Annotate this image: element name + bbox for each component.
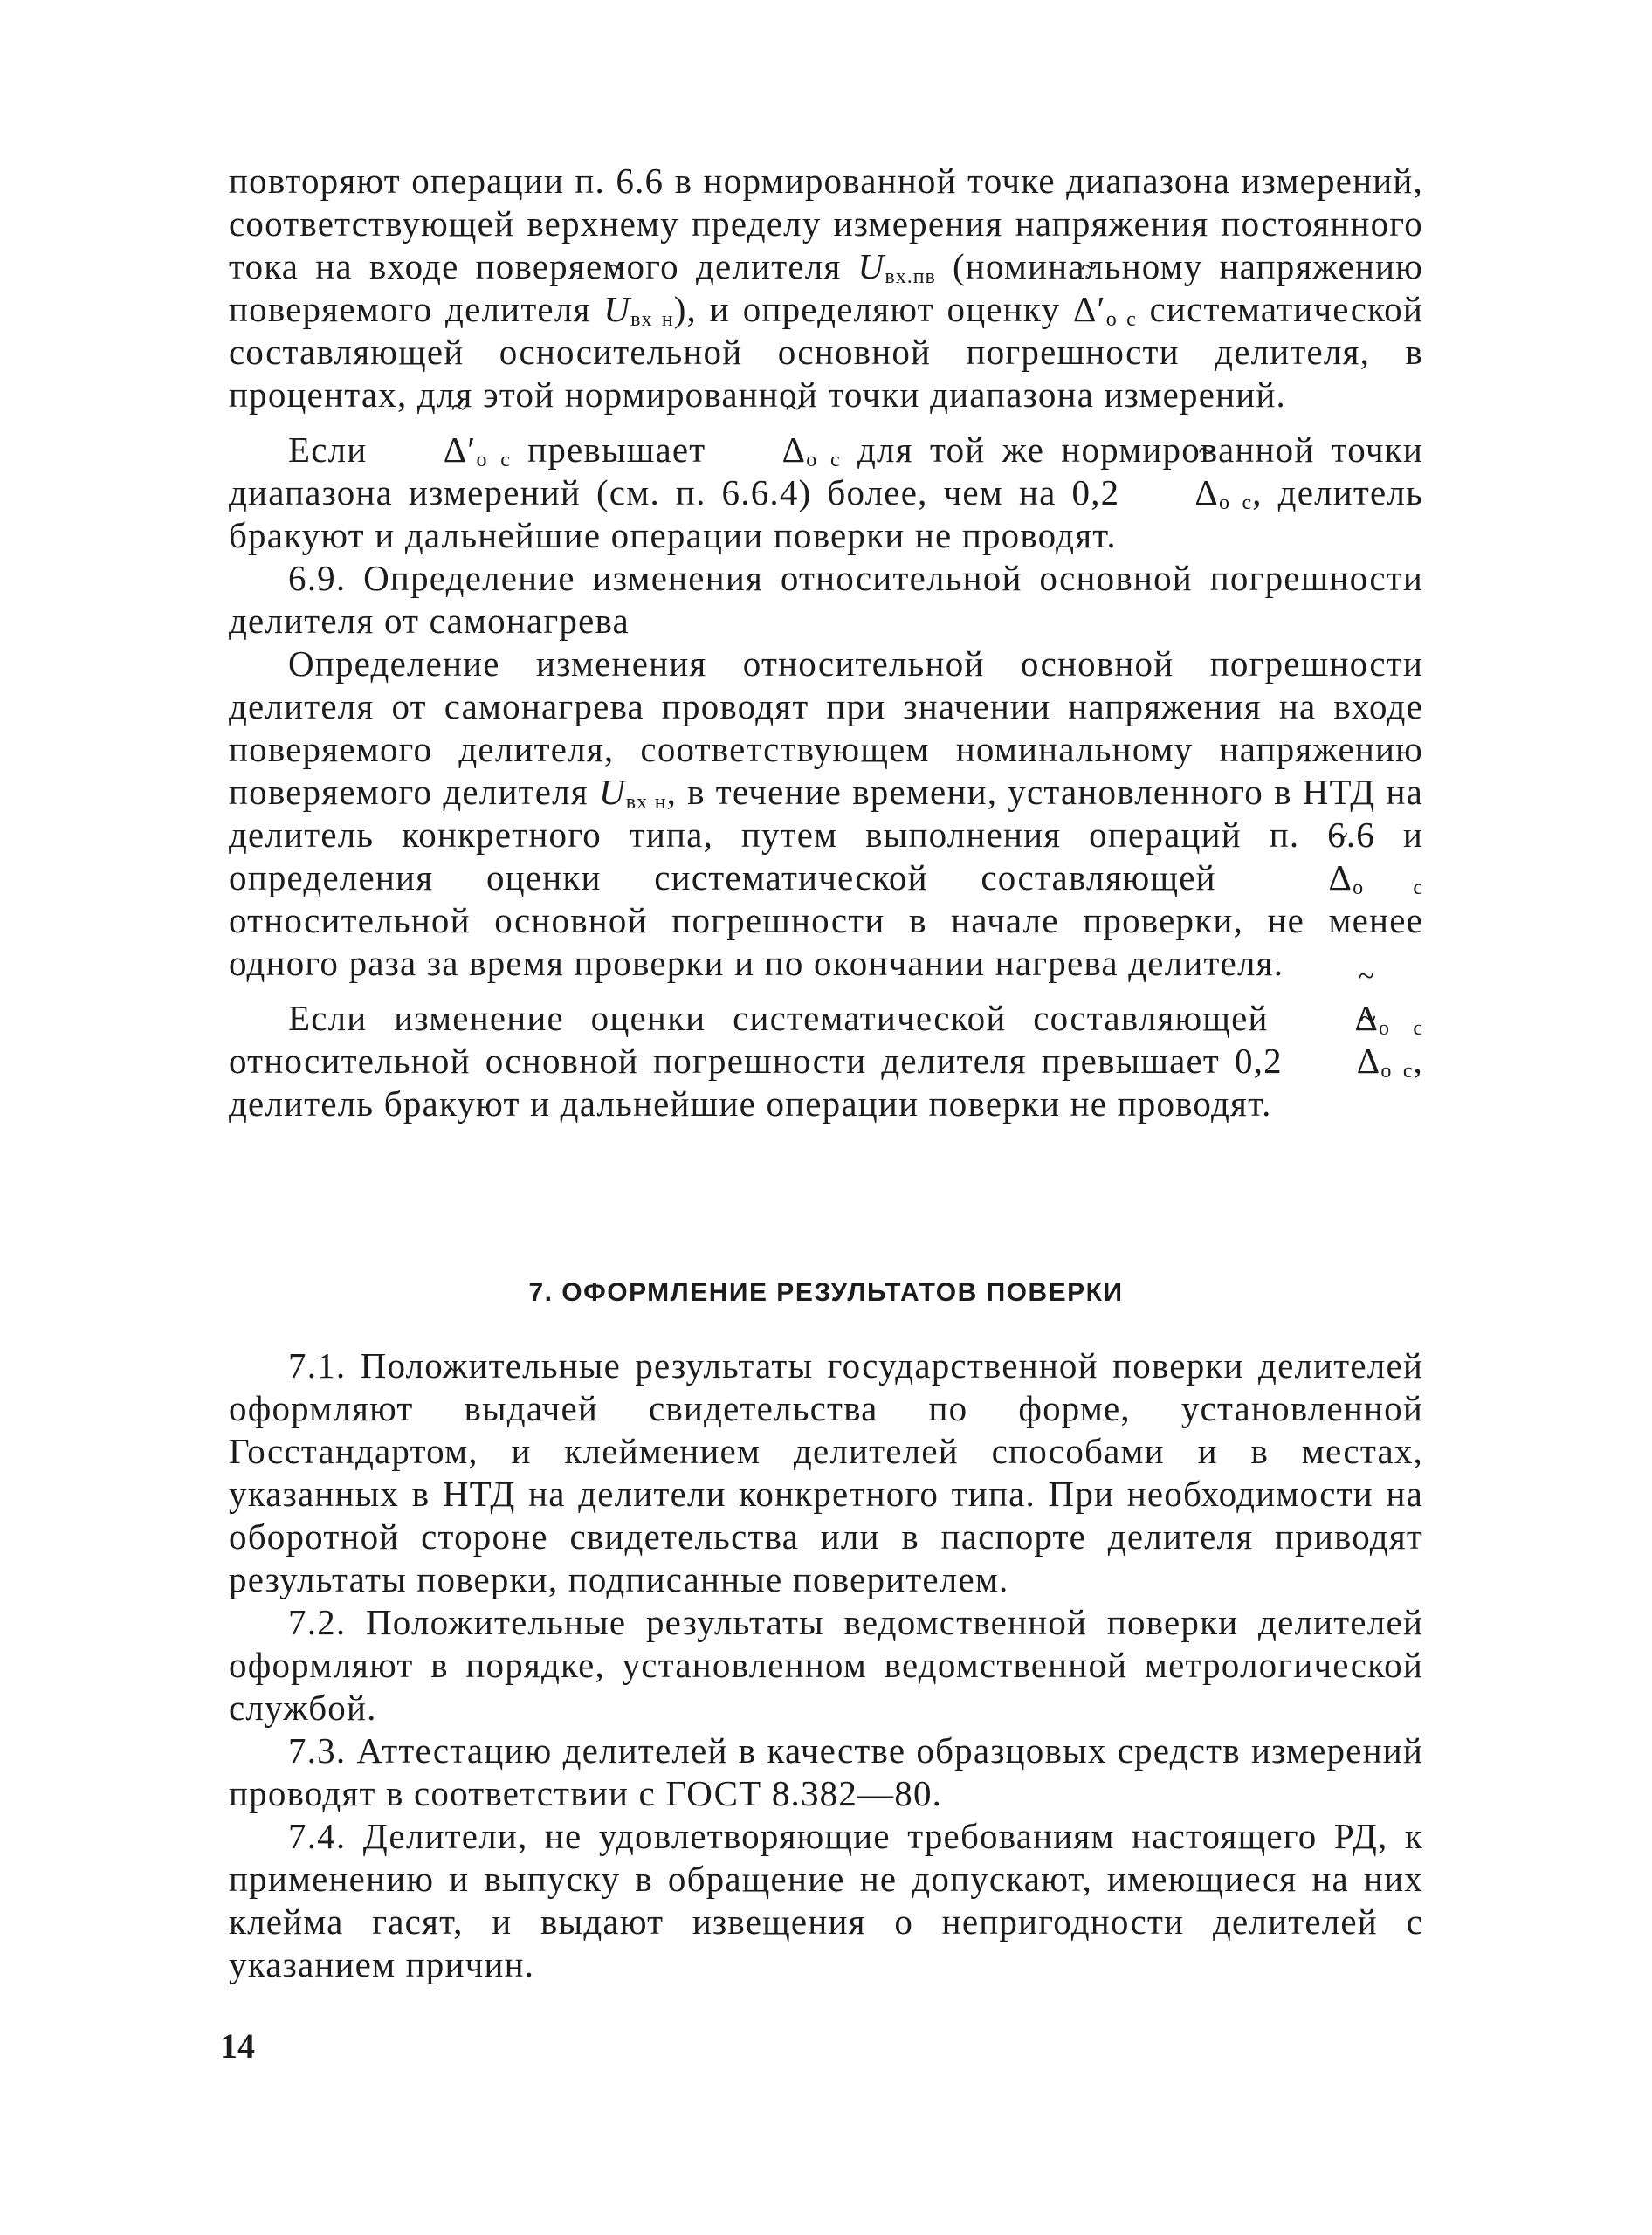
section7-text [229,1344,1423,1986]
clause-7-1: 7.1. Положительные результаты государственной поверки делителей оформляют выдачей свидетельства по форме, установленной Госстандартом, и клеймением делителей способами и в местах, указанных в НТД на делители конкретного типа. При необходимости на оборотной стороне свидетельства или в паспорте делителя приводят результаты поверки, подписанные поверителем. [229,1345,1423,1599]
clause-7-2: 7.2. Положительные результаты ведомственной поверки делителей оформляют в порядке, установленном ведомственной метрологической службой. [229,1602,1423,1728]
paragraph-change-exceeds: Если изменение оценки систематической составляющей ~ $\Delta_{о с}$ относительной основной погрешности делителя превышает 0,2 ~ $\Delta_{о с}$, делитель бракуют и дальнейшие операции поверки не проводят. [229,997,1423,1125]
clause-7-4: 7.4. Делители, не удовлетворяющие требованиям настоящего РД, к применению и выпуску в обращение не допускают, имеющиеся на них клейма гасят, и выдают извещения о непригодности делителей с указанием причин. [229,1816,1423,1984]
section-7-heading: 7. ОФОРМЛЕНИЕ РЕЗУЛЬТАТОВ ПОВЕРКИ [528,1278,1124,1307]
paragraph-if-exceeds: Если ~ $\Delta'_{о с}$ превышает ~ $\Delta_{о с}$ для той же нормированной точки диапазона измерений (см. п. 6.6.4) более, чем на 0,2 ~ $\Delta_{о с}$, делитель бракуют и дальнейшие операции поверки не проводят. [229,429,1423,557]
clause-7-3: 7.3. Аттестацию делителей в качестве образцовых средств измерений проводят в соответствии с ГОСТ 8.382—80. [229,1730,1423,1813]
section6-text [229,160,1423,1125]
page-number: 14 [220,2026,255,2066]
paragraph-continuation: повторяют операции п. 6.6 в нормированной точке диапазона измерений, соответствующей верхнему пределу измерения напряжения постоянного тока на входе поверяемого делителя $U_{вх.пв}$ (номинальному напряжению поверяемого делителя ~ $U_{вх н}$), и определяют оценку ~ $\Delta'_{о с}$ систематической составляющей осносительной основной погрешности делителя, в процентах, для этой нормированной точки диапазона измерений. [229,160,1423,416]
paragraph-self-heating: Определение изменения относительной основной погрешности делителя от самонагрева проводят при значении напряжения на входе поверяемого делителя, соответствующем номинальному напряжению поверяемого делителя $U_{вх н}$, в течение времени, установленного в НТД на делитель конкретного типа, путем выполнения операций п. 6.6 и определения оценки систематической составляющей ~ $\Delta_{о с}$ относительной основной погрешности в начале проверки, не менее одного раза за время проверки и по окончании нагрева делителя. [229,643,1423,985]
clause-6-9-title: 6.9. Определение изменения относительной основной погрешности делителя от самонагрева [229,558,1423,641]
